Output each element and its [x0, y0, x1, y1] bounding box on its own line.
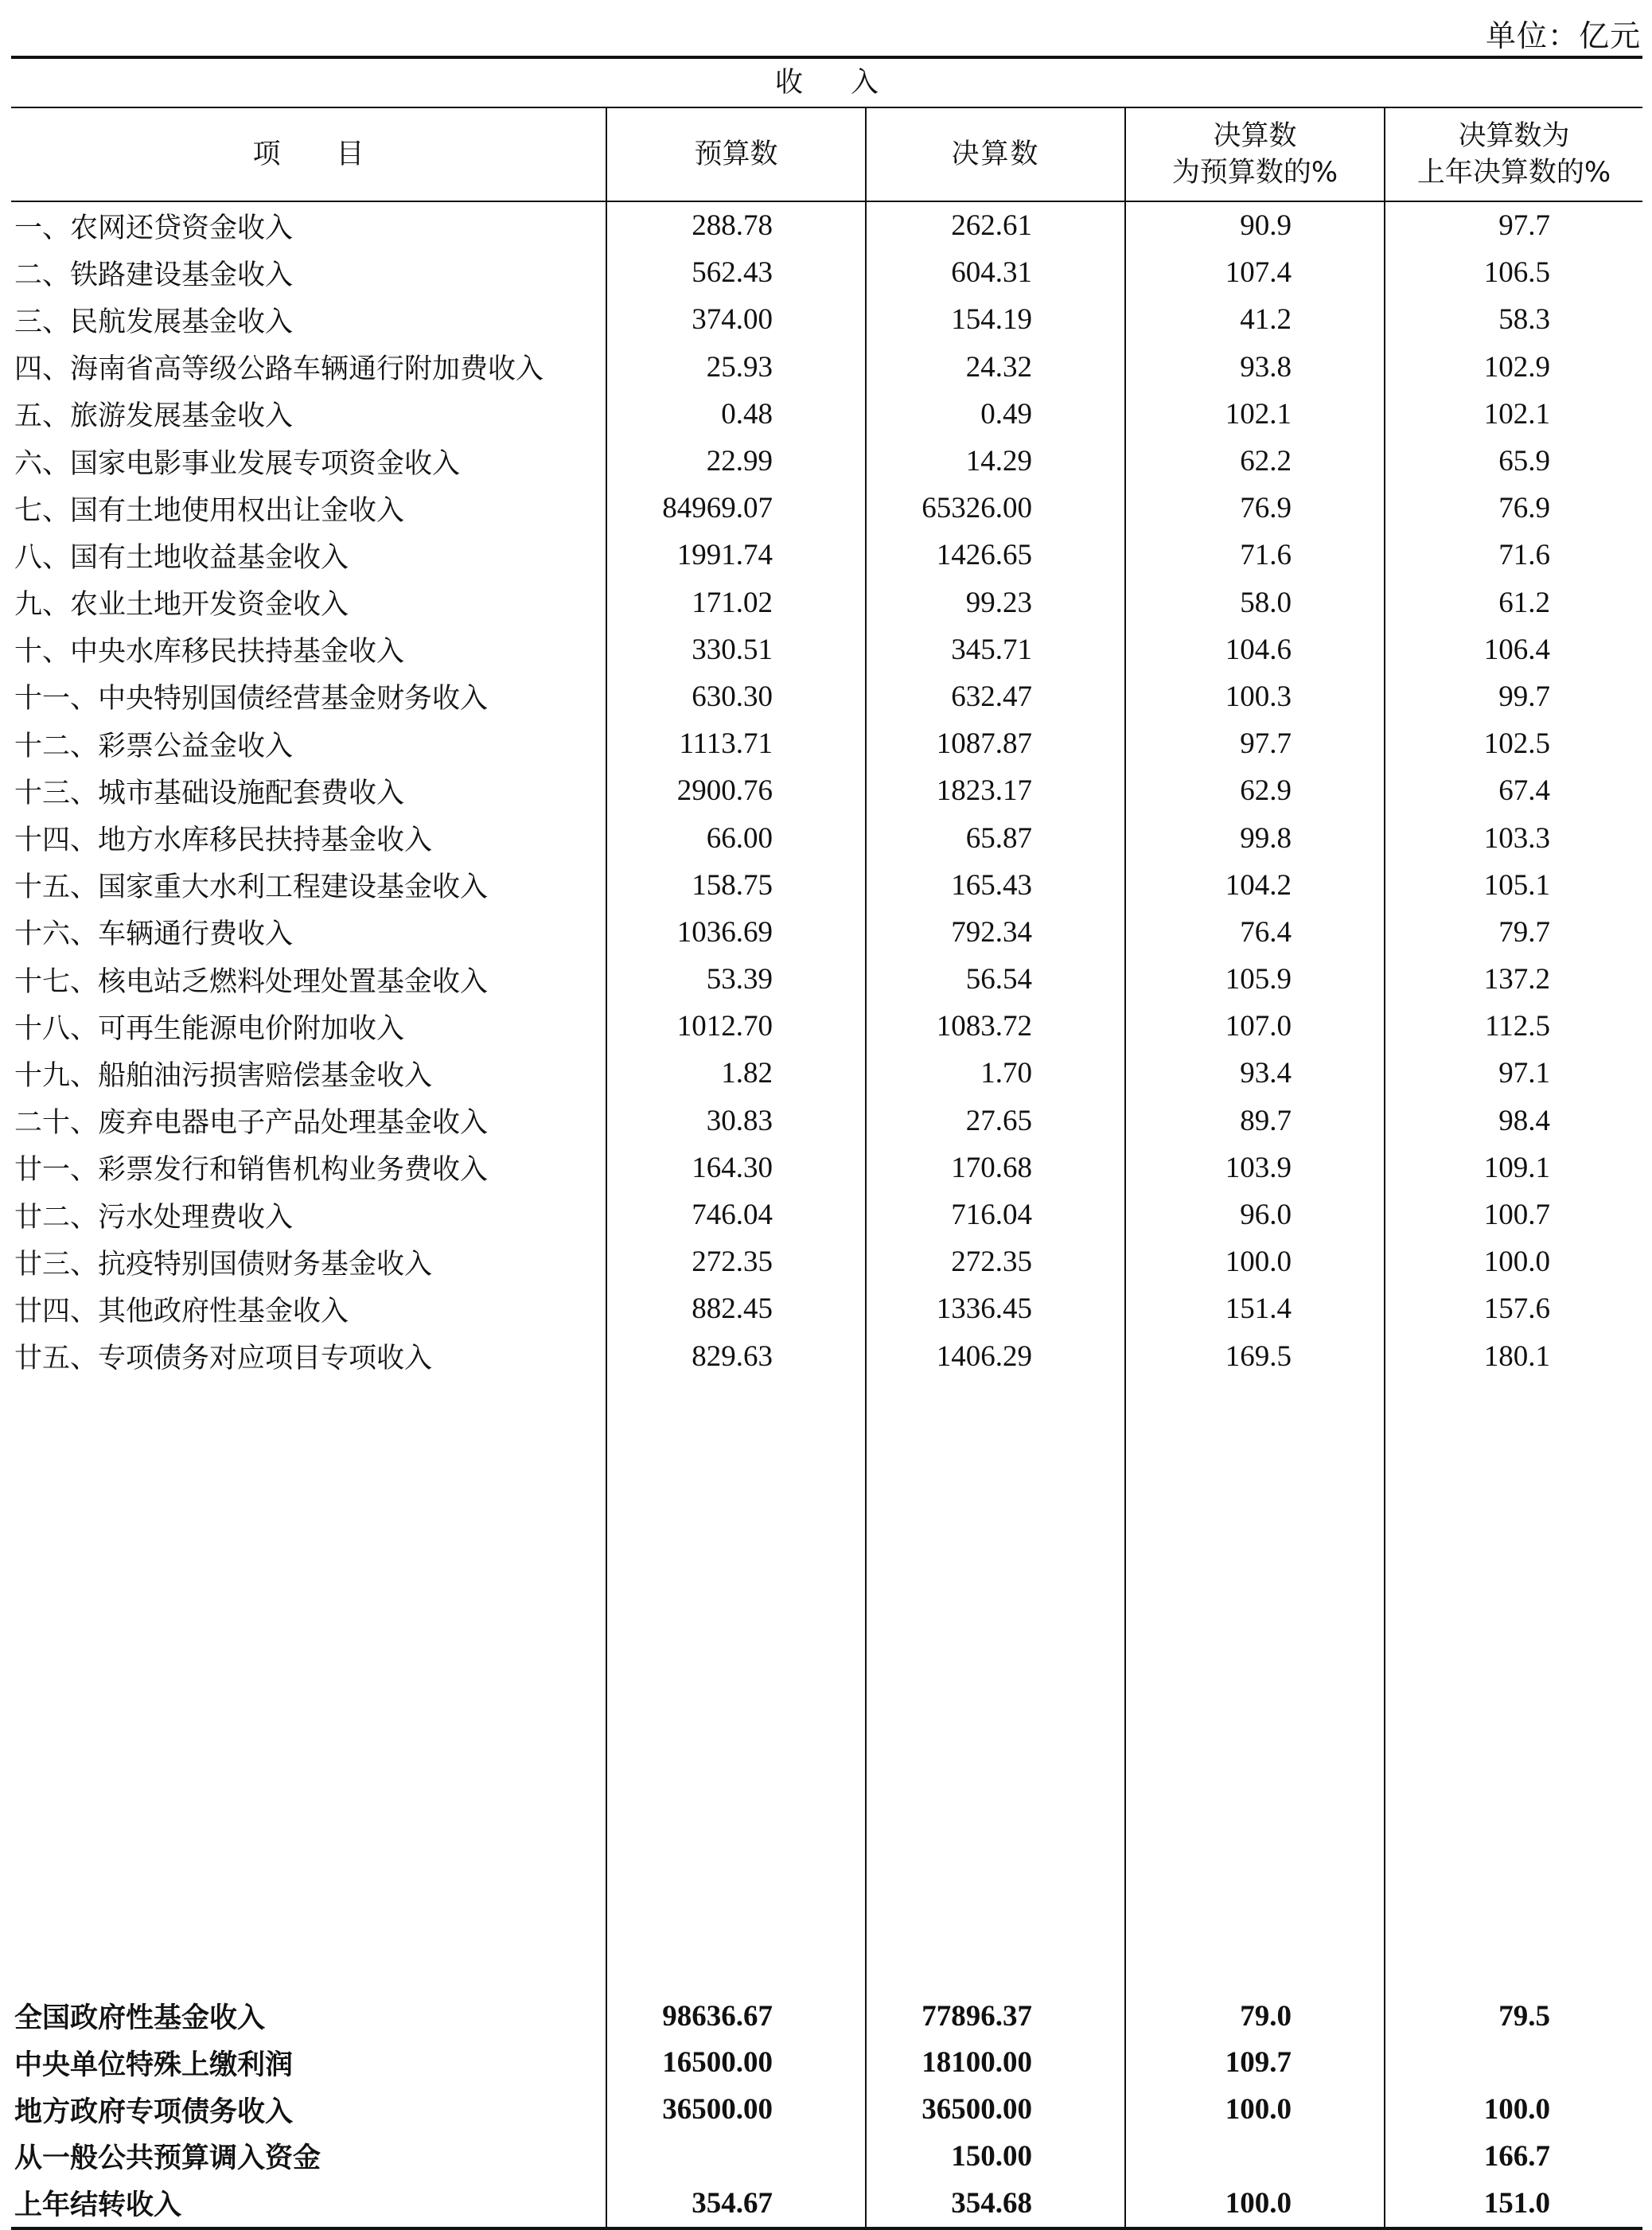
actual-value: 1.70	[866, 1050, 1125, 1097]
budget-value: 2900.76	[606, 767, 866, 814]
pct-budget-value: 100.0	[1125, 1238, 1385, 1285]
pct-budget-value: 93.8	[1125, 344, 1385, 391]
table-row	[11, 1285, 1642, 1332]
blank-cell	[11, 1380, 606, 1993]
pct-prev-value: 151.0	[1385, 2180, 1642, 2228]
pct-prev-value: 137.2	[1385, 956, 1642, 1003]
column-header-budget-text: 预算数	[694, 138, 778, 170]
item-name: 七、国有土地使用权出让金收入	[14, 494, 405, 527]
actual-value: 604.31	[866, 249, 1125, 296]
pct-prev-value: 102.9	[1385, 344, 1642, 391]
actual-value: 1406.29	[866, 1333, 1125, 1380]
pct-prev-value: 100.0	[1385, 1238, 1642, 1285]
pct-budget-value: 62.9	[1125, 767, 1385, 814]
pct-prev-value: 102.1	[1385, 391, 1642, 438]
actual-value: 99.23	[866, 579, 1125, 626]
item-name: 上年结转收入	[11, 2180, 606, 2228]
item-name: 十五、国家重大水利工程建设基金收入	[14, 871, 489, 904]
section-title: 收入	[11, 57, 1642, 107]
pct-budget-value: 151.4	[1125, 1285, 1385, 1332]
actual-value: 65326.00	[866, 485, 1125, 532]
pct-budget-value: 90.9	[1125, 201, 1385, 249]
actual-value: 165.43	[866, 862, 1125, 909]
pct-prev-value: 97.1	[1385, 1050, 1642, 1097]
pct-prev-value: 106.5	[1385, 249, 1642, 296]
pct-prev-value: 61.2	[1385, 579, 1642, 626]
pct-budget-value: 89.7	[1125, 1097, 1385, 1144]
pct-budget-value: 107.4	[1125, 249, 1385, 296]
item-name: 十七、核电站乏燃料处理处置基金收入	[14, 965, 489, 998]
table-row	[11, 673, 1642, 720]
total-row	[11, 2133, 1642, 2180]
pct-prev-value: 103.3	[1385, 814, 1642, 861]
actual-value: 14.29	[866, 438, 1125, 485]
pct-budget-value: 103.9	[1125, 1144, 1385, 1191]
total-row	[11, 1993, 1642, 2040]
pct-prev-value: 76.9	[1385, 485, 1642, 532]
item-name: 九、农业土地开发资金收入	[14, 589, 349, 622]
actual-value: 77896.37	[866, 1993, 1125, 2040]
item-name: 四、海南省高等级公路车辆通行附加费收入	[14, 353, 544, 386]
budget-value: 829.63	[606, 1333, 866, 1380]
item-name: 十八、可再生能源电价附加收入	[14, 1012, 405, 1045]
budget-value: 882.45	[606, 1285, 866, 1332]
pct-budget-value: 99.8	[1125, 814, 1385, 861]
column-header-pct-prev-line1: 决算数为	[1458, 120, 1570, 152]
blank-cell	[866, 1380, 1125, 1993]
item-name: 廿三、抗疫特别国债财务基金收入	[14, 1248, 433, 1281]
item-name: 二十、废弃电器电子产品处理基金收入	[14, 1107, 489, 1140]
table-row	[11, 296, 1642, 343]
item-name: 廿二、污水处理费收入	[14, 1201, 294, 1234]
budget-value: 25.93	[606, 344, 866, 391]
budget-value: 53.39	[606, 956, 866, 1003]
budget-value: 354.67	[606, 2180, 866, 2228]
actual-value: 716.04	[866, 1191, 1125, 1238]
table-row	[11, 438, 1642, 485]
table-row	[11, 1238, 1642, 1285]
item-name: 廿五、专项债务对应项目专项收入	[14, 1343, 433, 1375]
item-name: 地方政府专项债务收入	[14, 2095, 294, 2128]
total-row	[11, 2180, 1642, 2228]
table-row	[11, 485, 1642, 532]
pct-prev-value: 109.1	[1385, 1144, 1642, 1191]
actual-value: 354.68	[866, 2180, 1125, 2228]
pct-prev-value: 71.6	[1385, 532, 1642, 579]
table-row	[11, 201, 1642, 249]
pct-budget-value: 169.5	[1125, 1333, 1385, 1380]
pct-prev-value: 100.0	[1385, 2086, 1642, 2133]
pct-budget-value: 76.9	[1125, 485, 1385, 532]
actual-value: 632.47	[866, 673, 1125, 720]
budget-value: 330.51	[606, 626, 866, 673]
column-header-pct-budget-line1: 决算数	[1213, 120, 1297, 152]
item-name: 从一般公共预算调入资金	[14, 2142, 321, 2175]
pct-prev-value: 99.7	[1385, 673, 1642, 720]
budget-value: 374.00	[606, 296, 866, 343]
actual-value: 36500.00	[866, 2086, 1125, 2133]
actual-value: 1336.45	[866, 1285, 1125, 1332]
item-name: 十九、船舶油污损害赔偿基金收入	[14, 1059, 433, 1092]
actual-value: 262.61	[866, 201, 1125, 249]
table-row	[11, 532, 1642, 579]
table-row	[11, 720, 1642, 767]
pct-budget-value: 62.2	[1125, 438, 1385, 485]
actual-value: 345.71	[866, 626, 1125, 673]
table-row	[11, 1144, 1642, 1191]
table-row	[11, 862, 1642, 909]
table-row	[11, 814, 1642, 861]
budget-value: 746.04	[606, 1191, 866, 1238]
budget-value: 1.82	[606, 1050, 866, 1097]
budget-value: 36500.00	[606, 2086, 866, 2133]
actual-value: 27.65	[866, 1097, 1125, 1144]
actual-value: 65.87	[866, 814, 1125, 861]
pct-budget-value: 93.4	[1125, 1050, 1385, 1097]
table-row	[11, 626, 1642, 673]
item-name: 十四、地方水库移民扶持基金收入	[14, 825, 433, 857]
budget-value: 84969.07	[606, 485, 866, 532]
budget-value: 630.30	[606, 673, 866, 720]
item-name: 六、国家电影事业发展专项资金收入	[14, 447, 461, 480]
column-header-actual-text: 决算数	[951, 138, 1040, 170]
column-header-budget	[606, 107, 866, 201]
budget-value: 1036.69	[606, 909, 866, 956]
pct-budget-value: 96.0	[1125, 1191, 1385, 1238]
section-header-row	[11, 57, 1642, 107]
actual-value: 150.00	[866, 2133, 1125, 2180]
budget-value	[606, 2133, 866, 2180]
column-header-pct-prev	[1385, 107, 1642, 201]
pct-budget-value: 104.6	[1125, 626, 1385, 673]
pct-prev-value: 157.6	[1385, 1285, 1642, 1332]
pct-budget-value: 109.7	[1125, 2039, 1385, 2086]
budget-value: 1991.74	[606, 532, 866, 579]
table-row	[11, 249, 1642, 296]
item-name: 廿四、其他政府性基金收入	[14, 1295, 349, 1327]
column-header-actual	[866, 107, 1125, 201]
unit-label: 单位：亿元	[1485, 18, 1641, 53]
pct-budget-value: 71.6	[1125, 532, 1385, 579]
pct-prev-value: 180.1	[1385, 1333, 1642, 1380]
pct-budget-value: 104.2	[1125, 862, 1385, 909]
actual-value: 56.54	[866, 956, 1125, 1003]
item-name: 十六、车辆通行费收入	[14, 918, 294, 951]
item-name: 全国政府性基金收入	[14, 2002, 266, 2035]
pct-budget-value: 100.0	[1125, 2086, 1385, 2133]
item-name: 十、中央水库移民扶持基金收入	[14, 636, 405, 669]
pct-prev-value: 106.4	[1385, 626, 1642, 673]
budget-value: 30.83	[606, 1097, 866, 1144]
budget-value: 164.30	[606, 1144, 866, 1191]
pct-budget-value: 76.4	[1125, 909, 1385, 956]
pct-budget-value: 107.0	[1125, 1003, 1385, 1050]
pct-budget-value: 100.3	[1125, 673, 1385, 720]
total-row	[11, 2086, 1642, 2133]
pct-prev-value: 97.7	[1385, 201, 1642, 249]
item-name: 三、民航发展基金收入	[14, 306, 294, 338]
budget-value: 562.43	[606, 249, 866, 296]
budget-value: 22.99	[606, 438, 866, 485]
column-header-pct-prev-line2: 上年决算数的%	[1416, 157, 1611, 189]
item-name: 二、铁路建设基金收入	[14, 259, 294, 291]
item-name: 八、国有土地收益基金收入	[14, 541, 349, 574]
total-row	[11, 2039, 1642, 2086]
item-name: 十二、彩票公益金收入	[14, 730, 294, 762]
item-name: 十一、中央特别国债经营基金财务收入	[14, 683, 489, 715]
item-name: 五、旅游发展基金收入	[14, 400, 294, 433]
table-row	[11, 1097, 1642, 1144]
pct-prev-value: 112.5	[1385, 1003, 1642, 1050]
column-header-item	[11, 107, 606, 201]
fund-revenue-table	[11, 56, 1642, 2230]
blank-cell	[1125, 1380, 1385, 1993]
table-row	[11, 1050, 1642, 1097]
actual-value: 1426.65	[866, 532, 1125, 579]
budget-value: 16500.00	[606, 2039, 866, 2086]
column-header-pct-budget-line2: 为预算数的%	[1171, 157, 1338, 189]
pct-prev-value: 166.7	[1385, 2133, 1642, 2180]
item-name: 廿一、彩票发行和销售机构业务费收入	[14, 1154, 489, 1187]
actual-value: 0.49	[866, 391, 1125, 438]
column-header-item-text: 项目	[252, 138, 420, 170]
pct-prev-value: 67.4	[1385, 767, 1642, 814]
budget-value: 98636.67	[606, 1993, 866, 2040]
pct-budget-value: 100.0	[1125, 2180, 1385, 2228]
actual-value: 1823.17	[866, 767, 1125, 814]
pct-budget-value: 58.0	[1125, 579, 1385, 626]
table-row	[11, 767, 1642, 814]
pct-budget-value: 41.2	[1125, 296, 1385, 343]
item-name: 中央单位特殊上缴利润	[14, 2048, 294, 2081]
item-name: 一、农网还贷资金收入	[14, 212, 294, 244]
pct-budget-value: 102.1	[1125, 391, 1385, 438]
budget-value: 171.02	[606, 579, 866, 626]
budget-value: 272.35	[606, 1238, 866, 1285]
pct-prev-value	[1385, 2039, 1642, 2086]
pct-budget-value: 105.9	[1125, 956, 1385, 1003]
actual-value: 24.32	[866, 344, 1125, 391]
budget-value: 66.00	[606, 814, 866, 861]
item-name: 十三、城市基础设施配套费收入	[14, 777, 405, 809]
budget-value: 1113.71	[606, 720, 866, 767]
table-row	[11, 579, 1642, 626]
budget-value: 158.75	[606, 862, 866, 909]
actual-value: 792.34	[866, 909, 1125, 956]
budget-value: 0.48	[606, 391, 866, 438]
pct-budget-value: 97.7	[1125, 720, 1385, 767]
pct-prev-value: 98.4	[1385, 1097, 1642, 1144]
actual-value: 1087.87	[866, 720, 1125, 767]
table-row	[11, 1333, 1642, 1380]
pct-prev-value: 102.5	[1385, 720, 1642, 767]
actual-value: 272.35	[866, 1238, 1125, 1285]
table-row	[11, 956, 1642, 1003]
actual-value: 170.68	[866, 1144, 1125, 1191]
pct-budget-value	[1125, 2133, 1385, 2180]
column-header-row	[11, 107, 1642, 201]
table-row	[11, 344, 1642, 391]
pct-prev-value: 79.5	[1385, 1993, 1642, 2040]
column-header-pct-budget	[1125, 107, 1385, 201]
blank-cell	[1385, 1380, 1642, 1993]
table-row	[11, 1003, 1642, 1050]
pct-prev-value: 100.7	[1385, 1191, 1642, 1238]
table-body	[11, 201, 1642, 2228]
table-row	[11, 391, 1642, 438]
actual-value: 18100.00	[866, 2039, 1125, 2086]
pct-prev-value: 105.1	[1385, 862, 1642, 909]
table-row	[11, 1191, 1642, 1238]
pct-prev-value: 65.9	[1385, 438, 1642, 485]
actual-value: 1083.72	[866, 1003, 1125, 1050]
blank-spacer-row	[11, 1380, 1642, 1993]
pct-budget-value: 79.0	[1125, 1993, 1385, 2040]
blank-cell	[606, 1380, 866, 1993]
pct-prev-value: 58.3	[1385, 296, 1642, 343]
actual-value: 154.19	[866, 296, 1125, 343]
pct-prev-value: 79.7	[1385, 909, 1642, 956]
budget-value: 288.78	[606, 201, 866, 249]
table-row	[11, 909, 1642, 956]
budget-value: 1012.70	[606, 1003, 866, 1050]
